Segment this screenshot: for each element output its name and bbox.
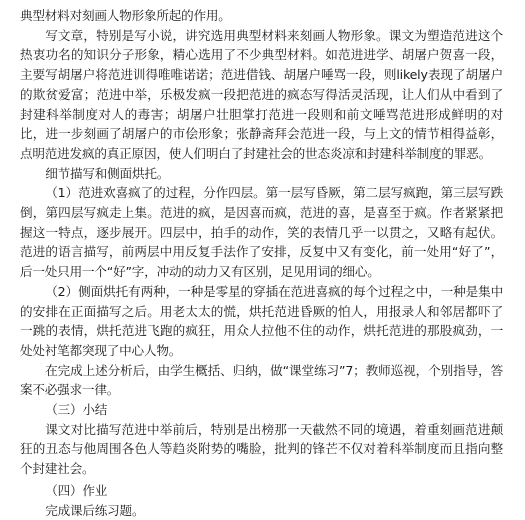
paragraph-point-1: （1）范进欢喜疯了的过程，分作四层。第一层写昏厥，第二层写疯跑，第三层写跌倒，第四层写疯走上集。范进的疯，是因喜而疯，范进的喜，是喜至于疯。作者紧紧把握这一特点，逐步展开。四层中，拍手的动作，笑的表情几乎一以贯之，又略有起伏。范进的语言描写，前两层中用反复手法作了安排，反复中又有变化，前一处用“好了”，后一处只用一个“好”字，冲动的动力又有区别，足见用词的细心。 (20, 185, 503, 280)
paragraph-detail-heading: 细节描写和侧面烘托。 (45, 165, 170, 181)
section-heading-summary: （三）小结 (45, 402, 108, 418)
paragraph-intro-tail: 典型材料对刻画人物形象所起的作用。 (20, 8, 231, 23)
section-heading-homework: （四）作业 (45, 482, 108, 498)
paragraph-point-2: （2）侧面烘托有两种，一种是零星的穿插在范进喜疯的每个过程之中，一种是集中的安排在正面描写之后。用老太太的慌，烘托范进昏厥的怕人，用报录人和邻居都吓了一跳的表情，烘托范进飞跑的疯狂，用众人拉他不住的动作，烘托范进的那股疯劲，一处处衬笔都突现了中心人物。 (20, 283, 503, 358)
paragraph-summary: 课文对比描写范进中举前后，特别是出榜那一天截然不同的境遇，着重刻画范进颠狂的丑态与他周围各色人等趋炎附势的嘴脸，批判的锋芒不仅对着科举制度而且指向整个封建社会。 (20, 421, 503, 477)
paragraph-typical-material: 写文章，特别是写小说，讲究选用典型材料来刻画人物形象。课文为塑造范进这个热衷功名的知识分子形象，精心选用了不少典型材料。如范进进学、胡屠户贺喜一段，主要写胡屠户将范进训得唯唯诺诺；范进借钱、胡屠户唾骂一段，则likely表现了胡屠户的欺贫爱富；范进中举，乐极发疯一段把范进的疯态写得活灵活现，让人们从中看到了封建科举制度对人的毒害；胡屠户壮胆掌打范进一段则和前文唾骂范进形成鲜明的对比，进一步刻画了胡屠户的市侩形象；张静斋拜会范进一段，与上文的情节相得益彰，点明范进发疯的真正原因，使人们明白了封建社会的世态炎凉和封建科举制度的罪恶。 (20, 27, 503, 161)
paragraph-homework: 完成课后练习题。 (45, 502, 145, 518)
paragraph-exercise-instruction: 在完成上述分析后，由学生概括、归纳，做“课堂练习”7；教师巡视，个别指导，答案不必强求一律。 (20, 362, 503, 398)
